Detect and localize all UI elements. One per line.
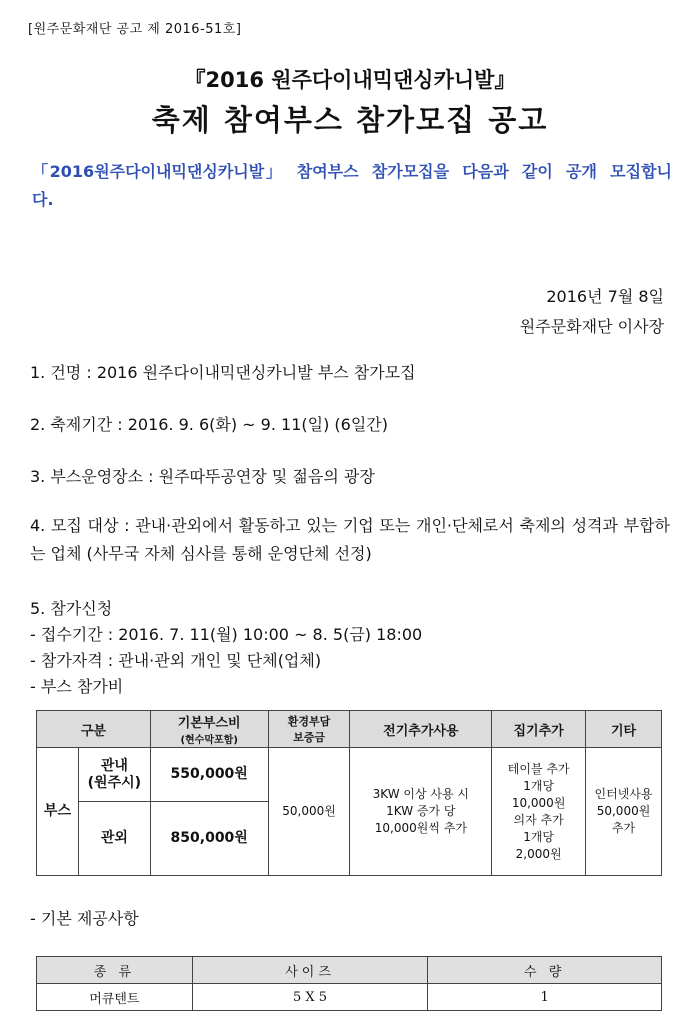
other-line: 추가 [611, 821, 636, 835]
fee-table [36, 710, 662, 876]
provisions-header-quantity: 수 량 [428, 957, 662, 984]
header-electric: 전기추가사용 [350, 711, 492, 748]
furniture-line: 1개당 [523, 829, 555, 844]
provisions-cell-quantity: 1 [428, 984, 662, 1011]
provisions-header-size: 사이즈 [192, 957, 428, 984]
provisions-table [36, 956, 662, 1011]
booth-label: 부스 [37, 748, 79, 876]
item-target: 4. 모집 대상 : 관내·관외에서 활동하고 있는 기업 또는 개인·단체로서 축제의 성격과 부합하는 업체 (사무국 자체 심사를 통해 운영단체 선정) [30, 516, 670, 563]
item-title: 1. 건명 : 2016 원주다이내믹댄싱카니발 부스 참가모집 [30, 363, 416, 382]
item-application-title: 5. 참가신청 [30, 599, 113, 618]
outside-fee: 850,000원 [150, 802, 268, 876]
fee-table-header-row [37, 711, 662, 748]
title-festival: 『2016 원주다이내믹댄싱카니발』 [184, 68, 516, 92]
other-cell [586, 748, 662, 876]
header-base-fee [150, 711, 268, 748]
furniture-line: 테이블 추가 [507, 761, 570, 776]
local-label-line2: (원주시) [87, 774, 142, 791]
electric-line: 3KW 이상 사용 시 [372, 787, 470, 801]
header-env-deposit [268, 711, 350, 748]
provisions-cell-type: 머큐텐트 [37, 984, 193, 1011]
outside-label: 관외 [78, 802, 150, 876]
header-furniture: 집기추가 [492, 711, 586, 748]
issuer: 원주문화재단 이사장 [519, 317, 664, 336]
header-other: 기타 [586, 711, 662, 748]
item-application-period: - 접수기간 : 2016. 7. 11(월) 10:00 ~ 8. 5(금) 18:00 [30, 625, 423, 644]
header-category: 구분 [37, 711, 151, 748]
deposit-value: 50,000원 [268, 748, 350, 876]
issue-date: 2016년 7월 8일 [546, 287, 664, 306]
furniture-cell [492, 748, 586, 876]
table-row [37, 984, 662, 1011]
electric-cell [350, 748, 492, 876]
furniture-line: 10,000원 [511, 795, 566, 810]
local-label-line1: 관내 [100, 757, 128, 774]
other-line: 50,000원 [596, 804, 651, 818]
furniture-line: 2,000원 [515, 846, 562, 861]
header-env-deposit-line1: 환경부담 [287, 715, 331, 728]
item-qualification: - 참가자격 : 관내·관외 개인 및 단체(업체) [30, 651, 322, 670]
electric-line: 1KW 증가 당 [386, 804, 456, 818]
header-env-deposit-line2: 보증금 [293, 731, 325, 744]
electric-line: 10,000원씩 추가 [374, 821, 467, 835]
local-label [78, 748, 150, 802]
item-booth-location: 3. 부스운영장소 : 원주따뚜공연장 및 젊음의 광장 [30, 467, 375, 486]
notice-number: [원주문화재단 공고 제 2016-51호] [28, 22, 242, 37]
intro-text: 「2016원주다이내믹댄싱카니발」 참여부스 참가모집을 다음과 같이 공개 모집합니다. [32, 162, 672, 209]
other-line: 인터넷사용 [594, 787, 653, 801]
furniture-line: 1개당 [523, 778, 555, 793]
header-base-fee-label: 기본부스비 [177, 716, 241, 731]
header-base-fee-note: (현수막포함) [180, 735, 238, 746]
provisions-header-row [37, 957, 662, 984]
local-fee: 550,000원 [150, 748, 268, 802]
item-festival-period: 2. 축제기간 : 2016. 9. 6(화) ~ 9. 11(일) (6일간) [30, 415, 388, 434]
provisions-header-type: 종 류 [37, 957, 193, 984]
item-fee-title: - 부스 참가비 [30, 677, 124, 696]
fee-row-local [37, 748, 662, 802]
furniture-line: 의자 추가 [513, 812, 564, 827]
provisions-title: - 기본 제공사항 [30, 909, 139, 928]
title-announcement: 축제 참여부스 참가모집 공고 [151, 103, 549, 137]
provisions-cell-size: 5 X 5 [192, 984, 428, 1011]
